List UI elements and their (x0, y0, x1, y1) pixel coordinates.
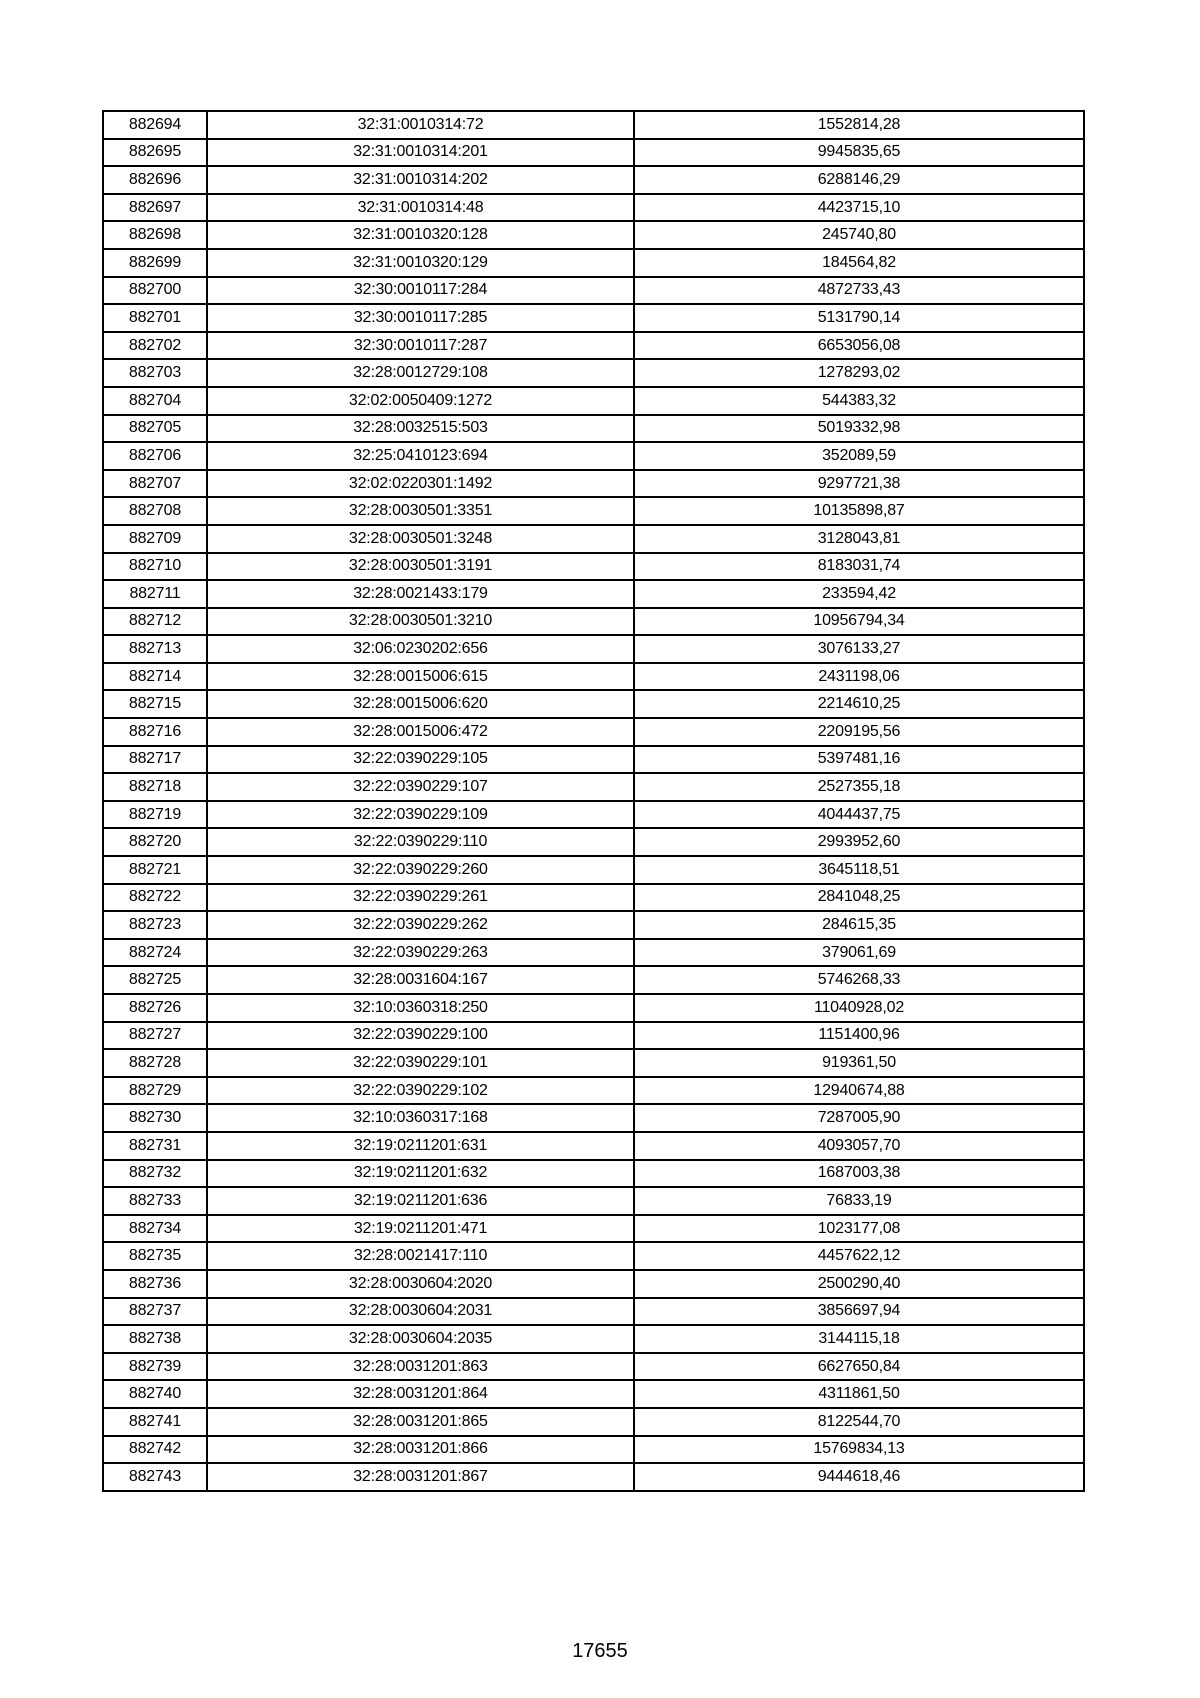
cadastral-value-table (102, 110, 1085, 1492)
cadastral-number-cell: 32:30:0010117:284 (207, 277, 634, 305)
cadastral-number-cell: 32:10:0360317:168 (207, 1104, 634, 1132)
cadastral-value-cell: 3645118,51 (634, 856, 1084, 884)
row-number-cell: 882729 (103, 1077, 207, 1105)
row-number-cell: 882704 (103, 387, 207, 415)
row-number-cell: 882728 (103, 1049, 207, 1077)
table-row (103, 1270, 1084, 1298)
table-row (103, 1408, 1084, 1436)
cadastral-number-cell: 32:28:0030604:2035 (207, 1325, 634, 1353)
row-number-cell: 882733 (103, 1187, 207, 1215)
row-number-cell: 882703 (103, 359, 207, 387)
table-row (103, 442, 1084, 470)
row-number-cell: 882742 (103, 1436, 207, 1464)
cadastral-number-cell: 32:28:0015006:472 (207, 718, 634, 746)
cadastral-number-cell: 32:28:0030604:2020 (207, 1270, 634, 1298)
table-row (103, 497, 1084, 525)
row-number-cell: 882701 (103, 304, 207, 332)
cadastral-number-cell: 32:19:0211201:471 (207, 1215, 634, 1243)
table-row (103, 856, 1084, 884)
table-row (103, 911, 1084, 939)
cadastral-value-cell: 7287005,90 (634, 1104, 1084, 1132)
cadastral-number-cell: 32:22:0390229:262 (207, 911, 634, 939)
cadastral-value-cell: 9945835,65 (634, 139, 1084, 167)
row-number-cell: 882712 (103, 608, 207, 636)
row-number-cell: 882738 (103, 1325, 207, 1353)
cadastral-number-cell: 32:28:0021417:110 (207, 1242, 634, 1270)
cadastral-value-cell: 2431198,06 (634, 663, 1084, 691)
table-row (103, 1380, 1084, 1408)
cadastral-number-cell: 32:02:0050409:1272 (207, 387, 634, 415)
cadastral-value-cell: 6627650,84 (634, 1353, 1084, 1381)
cadastral-value-cell: 2214610,25 (634, 690, 1084, 718)
cadastral-value-cell: 8183031,74 (634, 553, 1084, 581)
cadastral-number-cell: 32:28:0030604:2031 (207, 1298, 634, 1326)
cadastral-value-cell: 284615,35 (634, 911, 1084, 939)
cadastral-number-cell: 32:22:0390229:101 (207, 1049, 634, 1077)
row-number-cell: 882710 (103, 553, 207, 581)
row-number-cell: 882724 (103, 939, 207, 967)
table-row (103, 801, 1084, 829)
cadastral-value-cell: 1151400,96 (634, 1022, 1084, 1050)
cadastral-value-cell: 9297721,38 (634, 470, 1084, 498)
row-number-cell: 882740 (103, 1380, 207, 1408)
table-row (103, 1132, 1084, 1160)
cadastral-value-cell: 2527355,18 (634, 773, 1084, 801)
row-number-cell: 882727 (103, 1022, 207, 1050)
table-row (103, 470, 1084, 498)
cadastral-number-cell: 32:28:0015006:615 (207, 663, 634, 691)
cadastral-value-cell: 352089,59 (634, 442, 1084, 470)
cadastral-number-cell: 32:31:0010314:48 (207, 194, 634, 222)
cadastral-value-cell: 233594,42 (634, 580, 1084, 608)
cadastral-value-cell: 12940674,88 (634, 1077, 1084, 1105)
cadastral-number-cell: 32:22:0390229:100 (207, 1022, 634, 1050)
row-number-cell: 882718 (103, 773, 207, 801)
row-number-cell: 882698 (103, 221, 207, 249)
table-row (103, 1242, 1084, 1270)
cadastral-number-cell: 32:30:0010117:287 (207, 332, 634, 360)
cadastral-value-cell: 10956794,34 (634, 608, 1084, 636)
row-number-cell: 882716 (103, 718, 207, 746)
cadastral-value-cell: 2209195,56 (634, 718, 1084, 746)
row-number-cell: 882705 (103, 415, 207, 443)
cadastral-number-cell: 32:28:0032515:503 (207, 415, 634, 443)
table-row (103, 773, 1084, 801)
row-number-cell: 882713 (103, 635, 207, 663)
row-number-cell: 882694 (103, 111, 207, 139)
table-row (103, 304, 1084, 332)
cadastral-number-cell: 32:31:0010314:202 (207, 166, 634, 194)
row-number-cell: 882737 (103, 1298, 207, 1326)
row-number-cell: 882711 (103, 580, 207, 608)
cadastral-number-cell: 32:22:0390229:105 (207, 746, 634, 774)
table-row (103, 884, 1084, 912)
cadastral-number-cell: 32:25:0410123:694 (207, 442, 634, 470)
row-number-cell: 882717 (103, 746, 207, 774)
cadastral-number-cell: 32:19:0211201:631 (207, 1132, 634, 1160)
row-number-cell: 882735 (103, 1242, 207, 1270)
cadastral-number-cell: 32:28:0030501:3351 (207, 497, 634, 525)
table-row (103, 139, 1084, 167)
cadastral-number-cell: 32:02:0220301:1492 (207, 470, 634, 498)
cadastral-value-cell: 4093057,70 (634, 1132, 1084, 1160)
cadastral-number-cell: 32:10:0360318:250 (207, 994, 634, 1022)
cadastral-value-cell: 3128043,81 (634, 525, 1084, 553)
table-row (103, 1077, 1084, 1105)
cadastral-value-cell: 5746268,33 (634, 966, 1084, 994)
cadastral-number-cell: 32:31:0010314:72 (207, 111, 634, 139)
row-number-cell: 882720 (103, 828, 207, 856)
table-row (103, 828, 1084, 856)
cadastral-value-cell: 6288146,29 (634, 166, 1084, 194)
cadastral-number-cell: 32:22:0390229:110 (207, 828, 634, 856)
cadastral-value-cell: 379061,69 (634, 939, 1084, 967)
table-row (103, 387, 1084, 415)
table-row (103, 415, 1084, 443)
table-row (103, 332, 1084, 360)
cadastral-value-cell: 6653056,08 (634, 332, 1084, 360)
table-row (103, 1298, 1084, 1326)
row-number-cell: 882714 (103, 663, 207, 691)
cadastral-number-cell: 32:30:0010117:285 (207, 304, 634, 332)
cadastral-number-cell: 32:22:0390229:261 (207, 884, 634, 912)
table-row (103, 1160, 1084, 1188)
cadastral-value-cell: 5397481,16 (634, 746, 1084, 774)
table-row (103, 994, 1084, 1022)
cadastral-number-cell: 32:31:0010320:128 (207, 221, 634, 249)
row-number-cell: 882731 (103, 1132, 207, 1160)
row-number-cell: 882723 (103, 911, 207, 939)
row-number-cell: 882721 (103, 856, 207, 884)
cadastral-value-cell: 4423715,10 (634, 194, 1084, 222)
cadastral-value-cell: 4044437,75 (634, 801, 1084, 829)
table-row (103, 277, 1084, 305)
cadastral-number-cell: 32:22:0390229:107 (207, 773, 634, 801)
cadastral-number-cell: 32:22:0390229:260 (207, 856, 634, 884)
table-row (103, 939, 1084, 967)
cadastral-value-cell: 2993952,60 (634, 828, 1084, 856)
table-row (103, 553, 1084, 581)
cadastral-number-cell: 32:28:0031201:867 (207, 1463, 634, 1491)
table-row (103, 1353, 1084, 1381)
cadastral-value-cell: 3856697,94 (634, 1298, 1084, 1326)
cadastral-number-cell: 32:19:0211201:636 (207, 1187, 634, 1215)
row-number-cell: 882697 (103, 194, 207, 222)
table-row (103, 635, 1084, 663)
cadastral-value-cell: 184564,82 (634, 249, 1084, 277)
cadastral-value-cell: 1278293,02 (634, 359, 1084, 387)
cadastral-number-cell: 32:28:0030501:3191 (207, 553, 634, 581)
cadastral-value-cell: 9444618,46 (634, 1463, 1084, 1491)
cadastral-number-cell: 32:28:0030501:3210 (207, 608, 634, 636)
cadastral-number-cell: 32:19:0211201:632 (207, 1160, 634, 1188)
cadastral-number-cell: 32:31:0010320:129 (207, 249, 634, 277)
row-number-cell: 882696 (103, 166, 207, 194)
cadastral-value-cell: 4457622,12 (634, 1242, 1084, 1270)
cadastral-number-cell: 32:28:0031201:864 (207, 1380, 634, 1408)
row-number-cell: 882743 (103, 1463, 207, 1491)
table-body (103, 111, 1084, 1491)
row-number-cell: 882709 (103, 525, 207, 553)
cadastral-number-cell: 32:28:0030501:3248 (207, 525, 634, 553)
table-row (103, 1436, 1084, 1464)
table-row (103, 1049, 1084, 1077)
row-number-cell: 882741 (103, 1408, 207, 1436)
cadastral-value-cell: 5131790,14 (634, 304, 1084, 332)
table-row (103, 608, 1084, 636)
cadastral-number-cell: 32:28:0031604:167 (207, 966, 634, 994)
row-number-cell: 882736 (103, 1270, 207, 1298)
row-number-cell: 882715 (103, 690, 207, 718)
cadastral-number-cell: 32:28:0021433:179 (207, 580, 634, 608)
table-row (103, 1187, 1084, 1215)
cadastral-number-cell: 32:22:0390229:102 (207, 1077, 634, 1105)
row-number-cell: 882730 (103, 1104, 207, 1132)
cadastral-number-cell: 32:22:0390229:109 (207, 801, 634, 829)
table-row (103, 690, 1084, 718)
row-number-cell: 882699 (103, 249, 207, 277)
row-number-cell: 882734 (103, 1215, 207, 1243)
cadastral-value-cell: 5019332,98 (634, 415, 1084, 443)
cadastral-value-cell: 2841048,25 (634, 884, 1084, 912)
cadastral-value-cell: 919361,50 (634, 1049, 1084, 1077)
cadastral-value-cell: 1023177,08 (634, 1215, 1084, 1243)
cadastral-number-cell: 32:28:0031201:865 (207, 1408, 634, 1436)
row-number-cell: 882695 (103, 139, 207, 167)
cadastral-value-cell: 3076133,27 (634, 635, 1084, 663)
row-number-cell: 882722 (103, 884, 207, 912)
cadastral-number-cell: 32:28:0031201:866 (207, 1436, 634, 1464)
table-row (103, 746, 1084, 774)
row-number-cell: 882708 (103, 497, 207, 525)
row-number-cell: 882719 (103, 801, 207, 829)
row-number-cell: 882700 (103, 277, 207, 305)
table-row (103, 718, 1084, 746)
cadastral-number-cell: 32:06:0230202:656 (207, 635, 634, 663)
row-number-cell: 882732 (103, 1160, 207, 1188)
row-number-cell: 882739 (103, 1353, 207, 1381)
table-row (103, 525, 1084, 553)
table-row (103, 1463, 1084, 1491)
table-row (103, 1022, 1084, 1050)
table-row (103, 111, 1084, 139)
table-row (103, 359, 1084, 387)
table-row (103, 194, 1084, 222)
cadastral-value-cell: 2500290,40 (634, 1270, 1084, 1298)
table-row (103, 663, 1084, 691)
table-row (103, 1215, 1084, 1243)
cadastral-value-cell: 1687003,38 (634, 1160, 1084, 1188)
table-row (103, 166, 1084, 194)
cadastral-value-cell: 4872733,43 (634, 277, 1084, 305)
table-row (103, 249, 1084, 277)
row-number-cell: 882707 (103, 470, 207, 498)
table-row (103, 580, 1084, 608)
table-row (103, 221, 1084, 249)
row-number-cell: 882725 (103, 966, 207, 994)
cadastral-value-cell: 3144115,18 (634, 1325, 1084, 1353)
table-row (103, 1104, 1084, 1132)
cadastral-value-cell: 8122544,70 (634, 1408, 1084, 1436)
cadastral-value-cell: 15769834,13 (634, 1436, 1084, 1464)
cadastral-value-cell: 76833,19 (634, 1187, 1084, 1215)
cadastral-value-cell: 1552814,28 (634, 111, 1084, 139)
cadastral-value-cell: 11040928,02 (634, 994, 1084, 1022)
table-row (103, 1325, 1084, 1353)
row-number-cell: 882702 (103, 332, 207, 360)
page-number: 17655 (572, 1640, 628, 1662)
cadastral-value-cell: 10135898,87 (634, 497, 1084, 525)
cadastral-number-cell: 32:22:0390229:263 (207, 939, 634, 967)
cadastral-number-cell: 32:28:0015006:620 (207, 690, 634, 718)
table-row (103, 966, 1084, 994)
cadastral-value-cell: 4311861,50 (634, 1380, 1084, 1408)
row-number-cell: 882726 (103, 994, 207, 1022)
cadastral-value-cell: 544383,32 (634, 387, 1084, 415)
cadastral-number-cell: 32:31:0010314:201 (207, 139, 634, 167)
cadastral-number-cell: 32:28:0012729:108 (207, 359, 634, 387)
row-number-cell: 882706 (103, 442, 207, 470)
cadastral-number-cell: 32:28:0031201:863 (207, 1353, 634, 1381)
cadastral-value-cell: 245740,80 (634, 221, 1084, 249)
